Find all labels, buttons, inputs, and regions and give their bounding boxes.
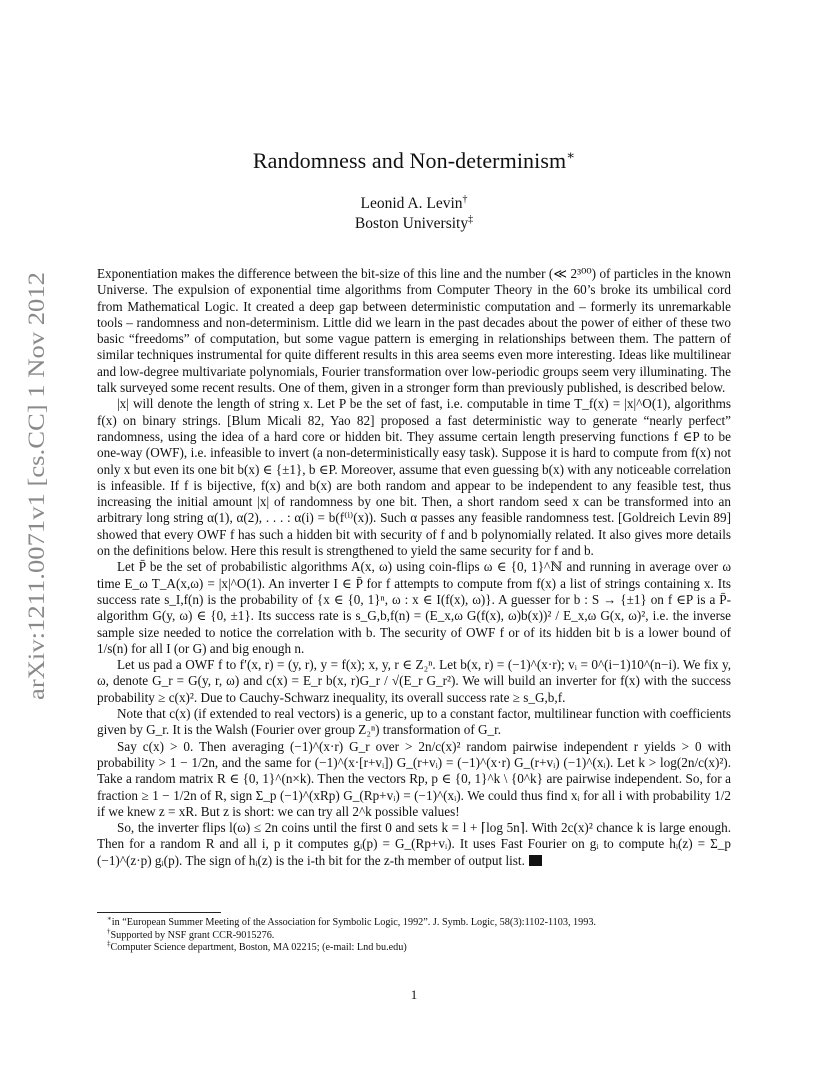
footnote-divider <box>97 912 221 913</box>
title-text: Randomness and Non-determinism <box>252 148 567 173</box>
footnote-text: Computer Science department, Boston, MA 02215; (e-mail: Lnd bu.edu) <box>110 942 407 954</box>
paragraph-averaging: Say c(x) > 0. Then averaging (−1)^(x·r) G_r over > 2n/c(x)² random pairwise independent r yields > 0 with probability > 1 − 1/2n, and the same for (−1)^(x·[r+vᵢ]) G_(r+vᵢ) = (−1)^(x·r) G_(r+vᵢ) (−1)^(xᵢ). Let k > log(2n/c(x)²). Take a random matrix R ∈ {0, 1}^(n×k). Then the vectors Rp, p ∈ {0, 1}^k \ {0^k} are pairwise independent. So, for a fraction ≥ 1 − 1/2n of R, sign Σ_p (−1)^(xRp) G_(Rp+vᵢ) = (−1)^(xᵢ). We could thus find xᵢ for all i with probability 1/2 if we knew z = xR. But z is short: we can try all 2^k possible values! <box>97 738 731 819</box>
paper-title <box>0 148 828 174</box>
author-footnote-mark: † <box>462 193 468 205</box>
footnote-text: in “European Summer Meeting of the Association for Symbolic Logic, 1992”. J. Symb. Logic, 58(3):1102-1103, 1993. <box>111 917 596 928</box>
paragraph-hidden-bit: |x| will denote the length of string x. Let P be the set of fast, i.e. computable in time T_f(x) = |x|^O(1), algorithms f(x) on binary strings. [Blum Micali 82, Yao 82] proposed a fast deterministic way to generate “nearly perfect” randomness, using the idea of a hard core or hidden bit. They assume certain length preserving functions f ∈P to be one-way (OWF), i.e. infeasible to invert (a non-deterministically easy task). Suppose it is hard to compute from f(x) not only x but even its one bit b(x) ∈ {±1}, b ∈P. Moreover, assume that even guessing b(x) with any noticeable correlation is infeasible. If f is bijective, f(x) and b(x) are both random and appear to be independent to any feasible test, thus increasing the initial amount |x| of randomness by one bit. Then, a short random seed x can be transformed into an arbitrary long string α(1), α(2), . . . : α(i) = b(f⁽ⁱ⁾(x)). Such α passes any feasible randomness test. [Goldreich Levin 89] showed that every OWF f has such a hidden bit with security of f and b polynomially related. It also gives more details on the definitions below. Here this result is strengthened to yield the same security for f and b. <box>97 396 731 559</box>
paragraph-intro: Exponentiation makes the difference between the bit-size of this line and the number (≪ 2³⁰⁰) of particles in the known Universe. The expulsion of exponential time algorithms from Computer Theory in the 60’s broke its umbilical cord from Mathematical Logic. It created a deep gap between deterministic computation and – formerly its unremarkable tools – randomness and non-determinism. Little did we learn in the past decades about the power of either of these two basic “freedoms” of computation, but some vague pattern is emerging in relationships between them. The pattern of similar techniques instrumental for quite different results in this area seems even more interesting. Ideas like multilinear and low-degree multivariate polynomials, Fourier transformation over low-periodic groups seem very illuminating. The talk surveyed some recent results. One of them, given in a stronger form than previously published, is described below. <box>97 266 731 396</box>
main-text <box>97 266 731 869</box>
footnote-mark: ‡ <box>107 939 111 948</box>
footnote-mark: † <box>107 927 111 936</box>
affiliation-footnote-mark: ‡ <box>468 213 474 225</box>
author-name-line <box>0 194 828 214</box>
author-name: Leonid A. Levin <box>360 195 463 212</box>
paragraph-padding: Let us pad a OWF f to f′(x, r) = (y, r), y = f(x); x, y, r ∈ Z₂ⁿ. Let b(x, r) = (−1)^(x·r); vᵢ = 0^(i−1)10^(n−i). We fix y, ω, denote G_r = G(y, r, ω) and c(x) = E_r b(x, r)G_r / √(E_r G_r²). We will build an inverter for f(x) with the success probability ≥ c(x)². Due to Cauchy-Schwarz inequality, its overall success rate ≥ s_G,b,f. <box>97 657 731 705</box>
footnotes <box>97 914 731 955</box>
paragraph-inverter <box>97 820 731 869</box>
affiliation-line <box>0 214 828 234</box>
page-number: 1 <box>410 987 418 1002</box>
footnote-text: Supported by NSF grant CCR-9015276. <box>110 929 275 941</box>
footnote-item <box>97 914 731 930</box>
paragraph-definitions: Let P̄ be the set of probabilistic algorithms A(x, ω) using coin-flips ω ∈ {0, 1}^ℕ and running in average over ω time E_ω T_A(x,ω) = |x|^O(1). An inverter I ∈ P̄ for f attempts to compute from f(x) a list of strings containing x. Its success rate s_I,f(n) is the probability of {x ∈ {0, 1}ⁿ, ω : x ∈ I(f(x), ω)}. A guesser for b : S → {±1} on f ∈P is a P̄-algorithm G(y, ω) ∈ {0, ±1}. Its success rate is s_G,b,f(n) = (E_x,ω G(f(x), ω)b(x))² / E_x,ω G(x, ω)², i.e. the inverse sample size needed to notice the correlation with b. The security of OWF f or of its hidden bit b is a lower bound of 1/s(n) for all I (or G) and big enough n. <box>97 559 731 656</box>
qed-square-icon <box>529 855 542 866</box>
arxiv-stamp-graphic <box>14 270 54 700</box>
footnote-mark: ∗ <box>107 914 112 923</box>
arxiv-stamp <box>14 270 54 700</box>
footnote-item <box>97 939 731 955</box>
author-block <box>0 194 828 234</box>
arxiv-stamp-text: arXiv:1211.0071v1 [cs.CC] 1 Nov 2012 <box>24 322 50 700</box>
paragraph-walsh: Note that c(x) (if extended to real vectors) is a generic, up to a constant factor, multilinear function with coefficients given by G_r. It is the Walsh (Fourier over group Z₂ⁿ) transformation of G_r. <box>97 706 731 738</box>
footnote-item <box>97 927 731 943</box>
paragraph-inverter-text: So, the inverter flips l(ω) ≤ 2n coins until the first 0 and sets k = l + ⌈log 5n⌉. With 2c(x)² chance k is large enough. Then for a random R and all i, p it computes gᵢ(p) = G_(Rp+vᵢ). It uses Fast Fourier on gᵢ to compute hᵢ(z) = Σ_p (−1)^(z·p) gᵢ(p). The sign of hᵢ(z) is the i-th bit for the z-th member of output list. <box>97 820 731 868</box>
author-affiliation: Boston University <box>354 215 469 232</box>
title-footnote-mark: ∗ <box>566 147 576 163</box>
